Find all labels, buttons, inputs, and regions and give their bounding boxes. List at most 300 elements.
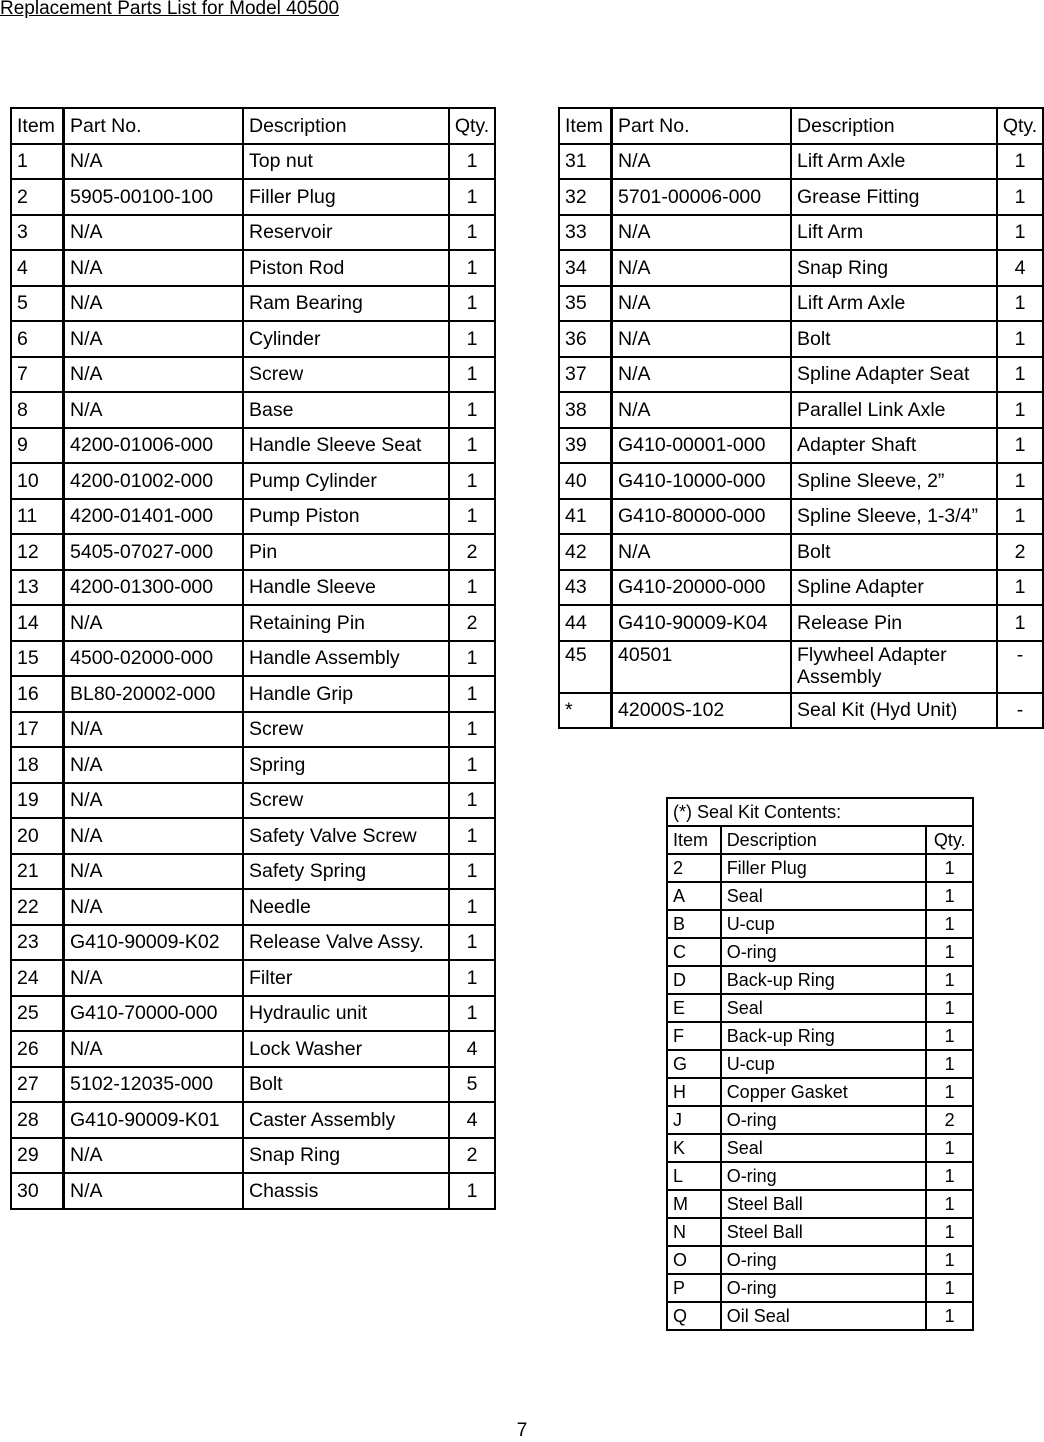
cell-item: 9 [11,428,64,464]
cell-description: Handle Sleeve [243,570,449,606]
table-row [11,1138,495,1174]
cell-item: 38 [559,392,612,428]
cell-description: Oil Seal [721,1302,927,1330]
cell-description: U-cup [721,910,927,938]
table-row [559,693,1043,729]
cell-qty: 1 [449,250,495,286]
table-row [667,994,973,1022]
cell-part-no: N/A [64,960,244,996]
cell-item: G [667,1050,721,1078]
cell-item: 43 [559,570,612,606]
table-header-row [667,826,973,854]
cell-part-no: G410-90009-K01 [64,1102,244,1138]
table-row [559,534,1043,570]
cell-qty: 1 [997,357,1043,393]
cell-part-no: N/A [612,286,792,322]
cell-qty: 1 [449,889,495,925]
table-row [667,1022,973,1050]
cell-qty: 1 [997,463,1043,499]
cell-qty: 1 [449,286,495,322]
header-part-no: Part No. [64,108,244,144]
header-part-no: Part No. [612,108,792,144]
cell-qty: 2 [926,1106,973,1134]
cell-part-no: N/A [64,215,244,251]
table-row [559,144,1043,180]
cell-item: O [667,1246,721,1274]
cell-item: 39 [559,428,612,464]
table-row [667,1162,973,1190]
cell-qty: 1 [449,854,495,890]
cell-description: Filter [243,960,449,996]
cell-part-no: N/A [612,250,792,286]
table-row [11,144,495,180]
cell-item: 30 [11,1173,64,1209]
cell-item: Q [667,1302,721,1330]
table-row [11,428,495,464]
cell-qty: 1 [997,321,1043,357]
cell-description: Piston Rod [243,250,449,286]
cell-qty: 1 [926,1078,973,1106]
table-row [667,1190,973,1218]
cell-item: H [667,1078,721,1106]
cell-part-no: N/A [64,144,244,180]
cell-description: Cylinder [243,321,449,357]
cell-description: O-ring [721,938,927,966]
table-row [11,960,495,996]
cell-item: 16 [11,676,64,712]
cell-description: O-ring [721,1162,927,1190]
parts-table-left [10,107,496,1210]
header-qty: Qty. [449,108,495,144]
cell-description: Screw [243,357,449,393]
header-qty: Qty. [926,826,973,854]
table-row [11,676,495,712]
cell-qty: 1 [449,144,495,180]
table-row [667,1246,973,1274]
table-row [11,889,495,925]
cell-item: 14 [11,605,64,641]
header-item: Item [11,108,64,144]
cell-description: Spline Adapter [791,570,997,606]
cell-qty: 1 [926,1246,973,1274]
cell-qty: 1 [926,994,973,1022]
cell-item: 42 [559,534,612,570]
table-row [11,818,495,854]
cell-description: Parallel Link Axle [791,392,997,428]
table-row [11,996,495,1032]
table-row [667,854,973,882]
table-row [667,966,973,994]
cell-qty: 1 [997,570,1043,606]
cell-item: 12 [11,534,64,570]
table-row [11,286,495,322]
cell-item: 7 [11,357,64,393]
cell-item: 34 [559,250,612,286]
table-row [11,392,495,428]
cell-qty: 1 [449,641,495,677]
cell-qty: 1 [926,882,973,910]
table-row [11,605,495,641]
table-row [559,570,1043,606]
table-row [11,747,495,783]
cell-qty: 5 [449,1067,495,1103]
cell-description: Spline Sleeve, 2” [791,463,997,499]
cell-description: Safety Spring [243,854,449,890]
cell-qty: 1 [997,286,1043,322]
cell-part-no: N/A [64,605,244,641]
cell-qty: 1 [926,938,973,966]
table-row [11,783,495,819]
cell-qty: 1 [997,392,1043,428]
cell-part-no: G410-00001-000 [612,428,792,464]
cell-description: Lift Arm Axle [791,286,997,322]
table-row [667,882,973,910]
table-row [667,938,973,966]
table-row [559,428,1043,464]
cell-qty: 1 [449,321,495,357]
table-row [11,641,495,677]
cell-description: Steel Ball [721,1218,927,1246]
table-row [11,1067,495,1103]
cell-description: Top nut [243,144,449,180]
cell-description: Filler Plug [243,179,449,215]
cell-description: Copper Gasket [721,1078,927,1106]
cell-qty: 1 [997,144,1043,180]
cell-item: 21 [11,854,64,890]
cell-qty: 2 [997,534,1043,570]
cell-description: Needle [243,889,449,925]
cell-qty: 1 [997,428,1043,464]
cell-item: 25 [11,996,64,1032]
cell-description: Flywheel Adapter Assembly [791,641,997,693]
cell-qty: 1 [997,179,1043,215]
table-row [11,570,495,606]
cell-description: Screw [243,783,449,819]
table-row [559,641,1043,693]
cell-item: 32 [559,179,612,215]
table-row [11,321,495,357]
cell-description: Ram Bearing [243,286,449,322]
cell-description: Chassis [243,1173,449,1209]
cell-qty: 1 [926,910,973,938]
cell-description: Seal [721,994,927,1022]
cell-description: Pump Piston [243,499,449,535]
cell-item: 26 [11,1031,64,1067]
cell-item: 28 [11,1102,64,1138]
cell-qty: 1 [926,966,973,994]
cell-description: Pin [243,534,449,570]
cell-description: Release Pin [791,605,997,641]
cell-part-no: N/A [64,357,244,393]
cell-qty: 1 [926,854,973,882]
cell-item: K [667,1134,721,1162]
cell-part-no: N/A [612,392,792,428]
table-row [667,910,973,938]
cell-part-no: N/A [64,286,244,322]
cell-qty: 1 [449,676,495,712]
cell-description: Spline Adapter Seat [791,357,997,393]
cell-item: 24 [11,960,64,996]
cell-item: 31 [559,144,612,180]
cell-description: Handle Grip [243,676,449,712]
cell-description: Bolt [791,321,997,357]
cell-item: P [667,1274,721,1302]
cell-part-no: G410-90009-K04 [612,605,792,641]
cell-item: 2 [667,854,721,882]
cell-qty: 2 [449,605,495,641]
cell-item: J [667,1106,721,1134]
cell-item: 4 [11,250,64,286]
table-row [11,1173,495,1209]
cell-item: D [667,966,721,994]
cell-item: E [667,994,721,1022]
cell-item: 45 [559,641,612,693]
cell-description: Seal [721,1134,927,1162]
cell-part-no: N/A [64,854,244,890]
cell-part-no: BL80-20002-000 [64,676,244,712]
cell-item: 27 [11,1067,64,1103]
cell-qty: 4 [997,250,1043,286]
cell-description: O-ring [721,1246,927,1274]
cell-qty: 1 [449,392,495,428]
cell-description: Pump Cylinder [243,463,449,499]
table-row [667,1078,973,1106]
header-item: Item [559,108,612,144]
cell-description: Back-up Ring [721,966,927,994]
header-qty: Qty. [997,108,1043,144]
cell-item: L [667,1162,721,1190]
table-row [11,1102,495,1138]
table-row [11,499,495,535]
cell-description: Safety Valve Screw [243,818,449,854]
cell-item: 15 [11,641,64,677]
cell-description: Snap Ring [243,1138,449,1174]
table-row [11,712,495,748]
cell-item: 19 [11,783,64,819]
cell-description: Caster Assembly [243,1102,449,1138]
cell-description: Bolt [243,1067,449,1103]
cell-item: 11 [11,499,64,535]
cell-qty: 1 [926,1022,973,1050]
table-row [11,357,495,393]
cell-description: Spring [243,747,449,783]
cell-item: 37 [559,357,612,393]
table-header-row [559,108,1043,144]
table-row [667,1106,973,1134]
cell-description: Base [243,392,449,428]
cell-item: N [667,1218,721,1246]
page-title: Replacement Parts List for Model 40500 [0,0,340,19]
cell-description: Reservoir [243,215,449,251]
cell-item: 13 [11,570,64,606]
table-row [667,1050,973,1078]
cell-qty: 4 [449,1102,495,1138]
header-description: Description [243,108,449,144]
cell-item: A [667,882,721,910]
cell-description: Bolt [791,534,997,570]
cell-part-no: N/A [612,357,792,393]
cell-description: Seal [721,882,927,910]
cell-part-no: 5905-00100-100 [64,179,244,215]
cell-description: Lift Arm [791,215,997,251]
cell-qty: 1 [449,428,495,464]
cell-item: 41 [559,499,612,535]
cell-item: 10 [11,463,64,499]
cell-qty: 1 [449,499,495,535]
table-row [559,286,1043,322]
cell-description: Retaining Pin [243,605,449,641]
cell-part-no: N/A [64,321,244,357]
table-row [667,1274,973,1302]
cell-qty: - [997,641,1043,693]
cell-qty: 1 [926,1190,973,1218]
cell-item: 40 [559,463,612,499]
cell-item: 35 [559,286,612,322]
cell-qty: 1 [997,605,1043,641]
cell-qty: - [997,693,1043,729]
table-header-row [11,108,495,144]
table-row [11,534,495,570]
cell-description: U-cup [721,1050,927,1078]
table-row [559,179,1043,215]
cell-item: 23 [11,925,64,961]
seal-kit-title: (*) Seal Kit Contents: [667,798,973,826]
header-item: Item [667,826,721,854]
cell-part-no: N/A [612,534,792,570]
cell-qty: 1 [997,215,1043,251]
cell-part-no: N/A [612,215,792,251]
cell-part-no: N/A [64,747,244,783]
cell-qty: 1 [449,570,495,606]
table-row [11,1031,495,1067]
cell-item: 8 [11,392,64,428]
cell-description: Snap Ring [791,250,997,286]
cell-description: Adapter Shaft [791,428,997,464]
cell-part-no: 42000S-102 [612,693,792,729]
cell-qty: 1 [449,783,495,819]
cell-item: B [667,910,721,938]
cell-qty: 1 [449,1173,495,1209]
cell-description: O-ring [721,1274,927,1302]
cell-part-no: N/A [64,712,244,748]
cell-part-no: 4200-01401-000 [64,499,244,535]
cell-item: 1 [11,144,64,180]
cell-part-no: N/A [64,783,244,819]
table-row [11,215,495,251]
cell-item: C [667,938,721,966]
cell-description: Screw [243,712,449,748]
cell-part-no: G410-80000-000 [612,499,792,535]
table-row [559,463,1043,499]
cell-item: M [667,1190,721,1218]
cell-part-no: G410-70000-000 [64,996,244,1032]
cell-part-no: N/A [612,144,792,180]
cell-qty: 1 [926,1274,973,1302]
table-row [11,250,495,286]
cell-qty: 2 [449,534,495,570]
cell-part-no: 4200-01300-000 [64,570,244,606]
cell-part-no: G410-90009-K02 [64,925,244,961]
table-row [11,463,495,499]
cell-description: Back-up Ring [721,1022,927,1050]
cell-item: 6 [11,321,64,357]
cell-description: Handle Assembly [243,641,449,677]
table-row [11,854,495,890]
table-row [667,1134,973,1162]
cell-qty: 1 [926,1302,973,1330]
page-number: 7 [516,1420,528,1441]
cell-description: O-ring [721,1106,927,1134]
table-row [559,250,1043,286]
cell-item: 20 [11,818,64,854]
cell-part-no: 4200-01006-000 [64,428,244,464]
cell-part-no: N/A [64,392,244,428]
cell-qty: 1 [449,179,495,215]
cell-description: Lift Arm Axle [791,144,997,180]
cell-item: 3 [11,215,64,251]
cell-qty: 1 [926,1050,973,1078]
cell-part-no: N/A [64,1031,244,1067]
cell-part-no: 5102-12035-000 [64,1067,244,1103]
cell-qty: 1 [449,960,495,996]
cell-part-no: G410-20000-000 [612,570,792,606]
cell-qty: 1 [449,996,495,1032]
cell-qty: 1 [926,1162,973,1190]
cell-description: Steel Ball [721,1190,927,1218]
table-row [559,357,1043,393]
cell-qty: 1 [449,712,495,748]
cell-item: 2 [11,179,64,215]
cell-item: * [559,693,612,729]
cell-part-no: N/A [612,321,792,357]
cell-description: Spline Sleeve, 1-3/4” [791,499,997,535]
table-row [559,392,1043,428]
cell-qty: 1 [926,1134,973,1162]
header-description: Description [791,108,997,144]
cell-qty: 1 [449,925,495,961]
cell-part-no: 4200-01002-000 [64,463,244,499]
cell-item: 17 [11,712,64,748]
cell-part-no: 5405-07027-000 [64,534,244,570]
cell-qty: 1 [449,357,495,393]
cell-part-no: 4500-02000-000 [64,641,244,677]
cell-description: Release Valve Assy. [243,925,449,961]
cell-item: 5 [11,286,64,322]
cell-qty: 1 [449,215,495,251]
table-row [667,1302,973,1330]
seal-kit-table [666,797,974,1331]
cell-part-no: 5701-00006-000 [612,179,792,215]
cell-item: 29 [11,1138,64,1174]
cell-qty: 1 [449,747,495,783]
cell-item: 44 [559,605,612,641]
cell-description: Hydraulic unit [243,996,449,1032]
table-row [667,1218,973,1246]
cell-item: 33 [559,215,612,251]
table-row [559,499,1043,535]
cell-qty: 2 [449,1138,495,1174]
header-description: Description [721,826,927,854]
cell-item: 36 [559,321,612,357]
cell-description: Handle Sleeve Seat [243,428,449,464]
cell-part-no: G410-10000-000 [612,463,792,499]
cell-part-no: 40501 [612,641,792,693]
cell-description: Grease Fitting [791,179,997,215]
table-row [559,321,1043,357]
table-row [11,925,495,961]
table-row [559,605,1043,641]
cell-description: Lock Washer [243,1031,449,1067]
